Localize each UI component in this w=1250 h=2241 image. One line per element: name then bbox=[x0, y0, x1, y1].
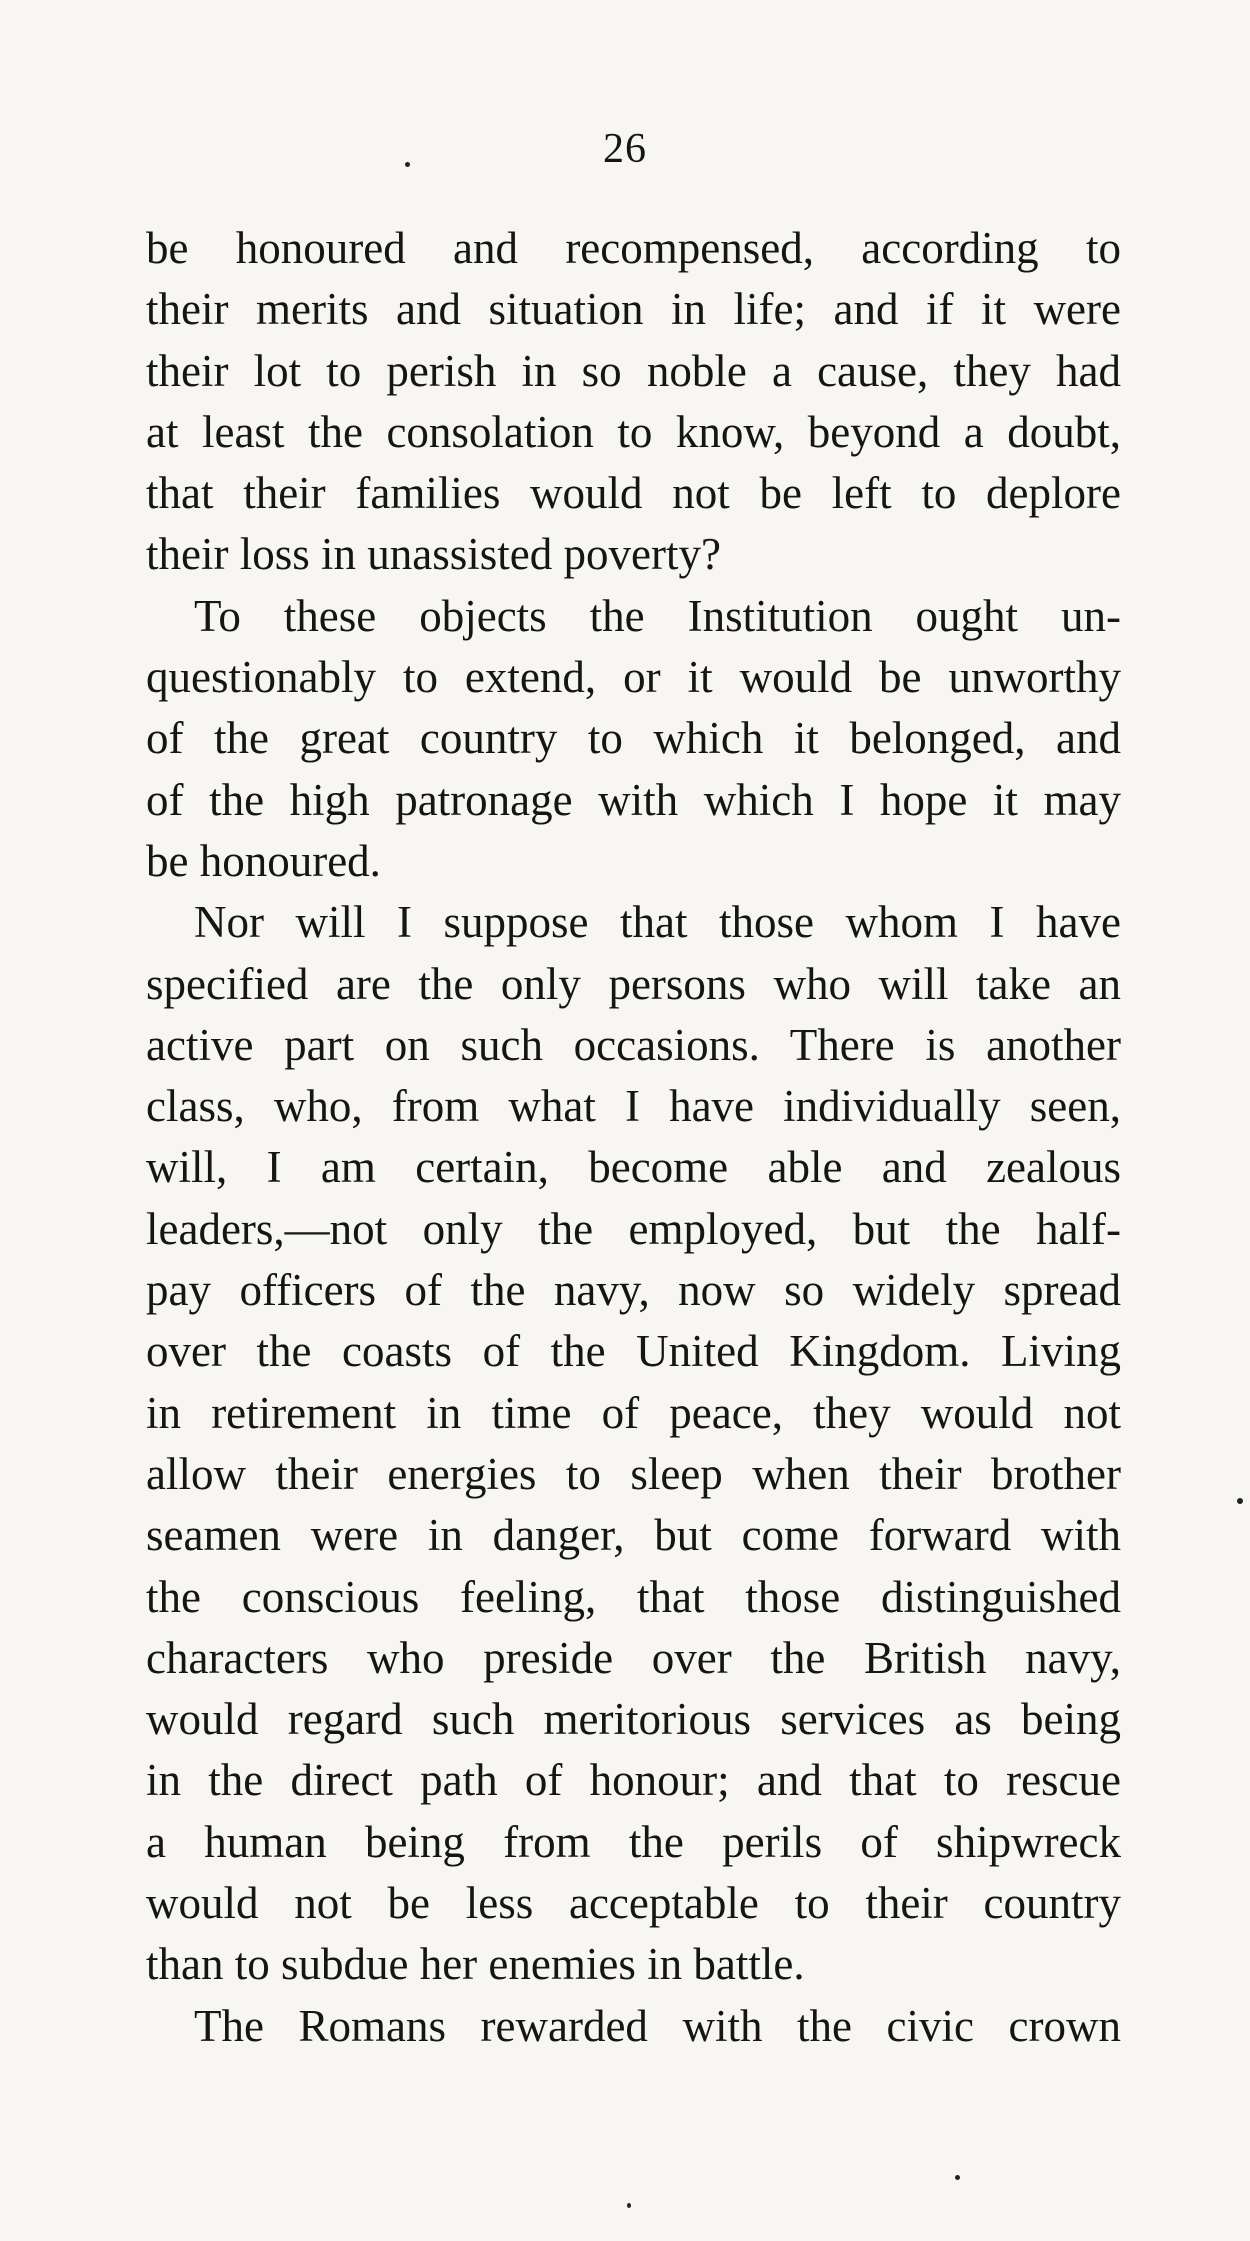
scan-speck bbox=[955, 2175, 960, 2180]
text-line: be honoured and recompensed, according to bbox=[146, 223, 1121, 273]
text-line: questionably to extend, or it would be unworthy bbox=[146, 652, 1121, 703]
text-line: allow their energies to sleep when their brother bbox=[146, 1448, 1121, 1499]
paragraph-start-line: Nor will I suppose that those whom I have bbox=[194, 897, 1121, 948]
page-number: 26 bbox=[603, 126, 647, 172]
text-line: will, I am certain, become able and zealous bbox=[146, 1142, 1121, 1193]
text-line: of the high patronage with which I hope it may bbox=[146, 774, 1121, 825]
text-line: over the coasts of the United Kingdom. Living bbox=[146, 1326, 1121, 1377]
text-line: in the direct path of honour; and that to rescue bbox=[146, 1755, 1121, 1806]
text-line: pay officers of the navy, now so widely spread bbox=[146, 1265, 1121, 1316]
text-line: specified are the only persons who will take an bbox=[146, 958, 1121, 1009]
text-line: at least the consolation to know, beyond a doubt, bbox=[146, 406, 1121, 457]
text-line: their lot to perish in so noble a cause, they had bbox=[146, 345, 1121, 396]
text-line: than to subdue her enemies in battle. bbox=[146, 1939, 805, 1990]
text-line: a human being from the perils of shipwreck bbox=[146, 1816, 1121, 1867]
text-line: that their families would not be left to deplore bbox=[146, 468, 1121, 519]
text-line: their merits and situation in life; and if it were bbox=[146, 284, 1121, 335]
text-line: would regard such meritorious services as being bbox=[146, 1694, 1121, 1745]
text-line: class, who, from what I have individually seen, bbox=[146, 1081, 1121, 1132]
scan-speck bbox=[627, 2203, 631, 2208]
text-line: would not be less acceptable to their country bbox=[146, 1878, 1121, 1929]
text-line: characters who preside over the British navy, bbox=[146, 1632, 1121, 1683]
text-line: seamen were in danger, but come forward with bbox=[146, 1510, 1121, 1561]
body-text bbox=[146, 218, 1121, 2057]
scan-speck bbox=[405, 162, 410, 167]
paragraph-start-line: The Romans rewarded with the civic crown bbox=[194, 2000, 1121, 2051]
text-line: leaders,—not only the employed, but the half- bbox=[146, 1203, 1121, 1254]
text-line: active part on such occasions. There is another bbox=[146, 1019, 1121, 1070]
text-line: the conscious feeling, that those distinguished bbox=[146, 1571, 1121, 1622]
text-line: their loss in unassisted poverty? bbox=[146, 529, 721, 580]
text-line: in retirement in time of peace, they would not bbox=[146, 1387, 1121, 1438]
paragraph-start-line: To these objects the Institution ought un- bbox=[194, 590, 1121, 641]
text-line: be honoured. bbox=[146, 835, 381, 886]
scan-speck bbox=[1237, 1498, 1243, 1504]
text-line: of the great country to which it belonged, and bbox=[146, 713, 1121, 764]
